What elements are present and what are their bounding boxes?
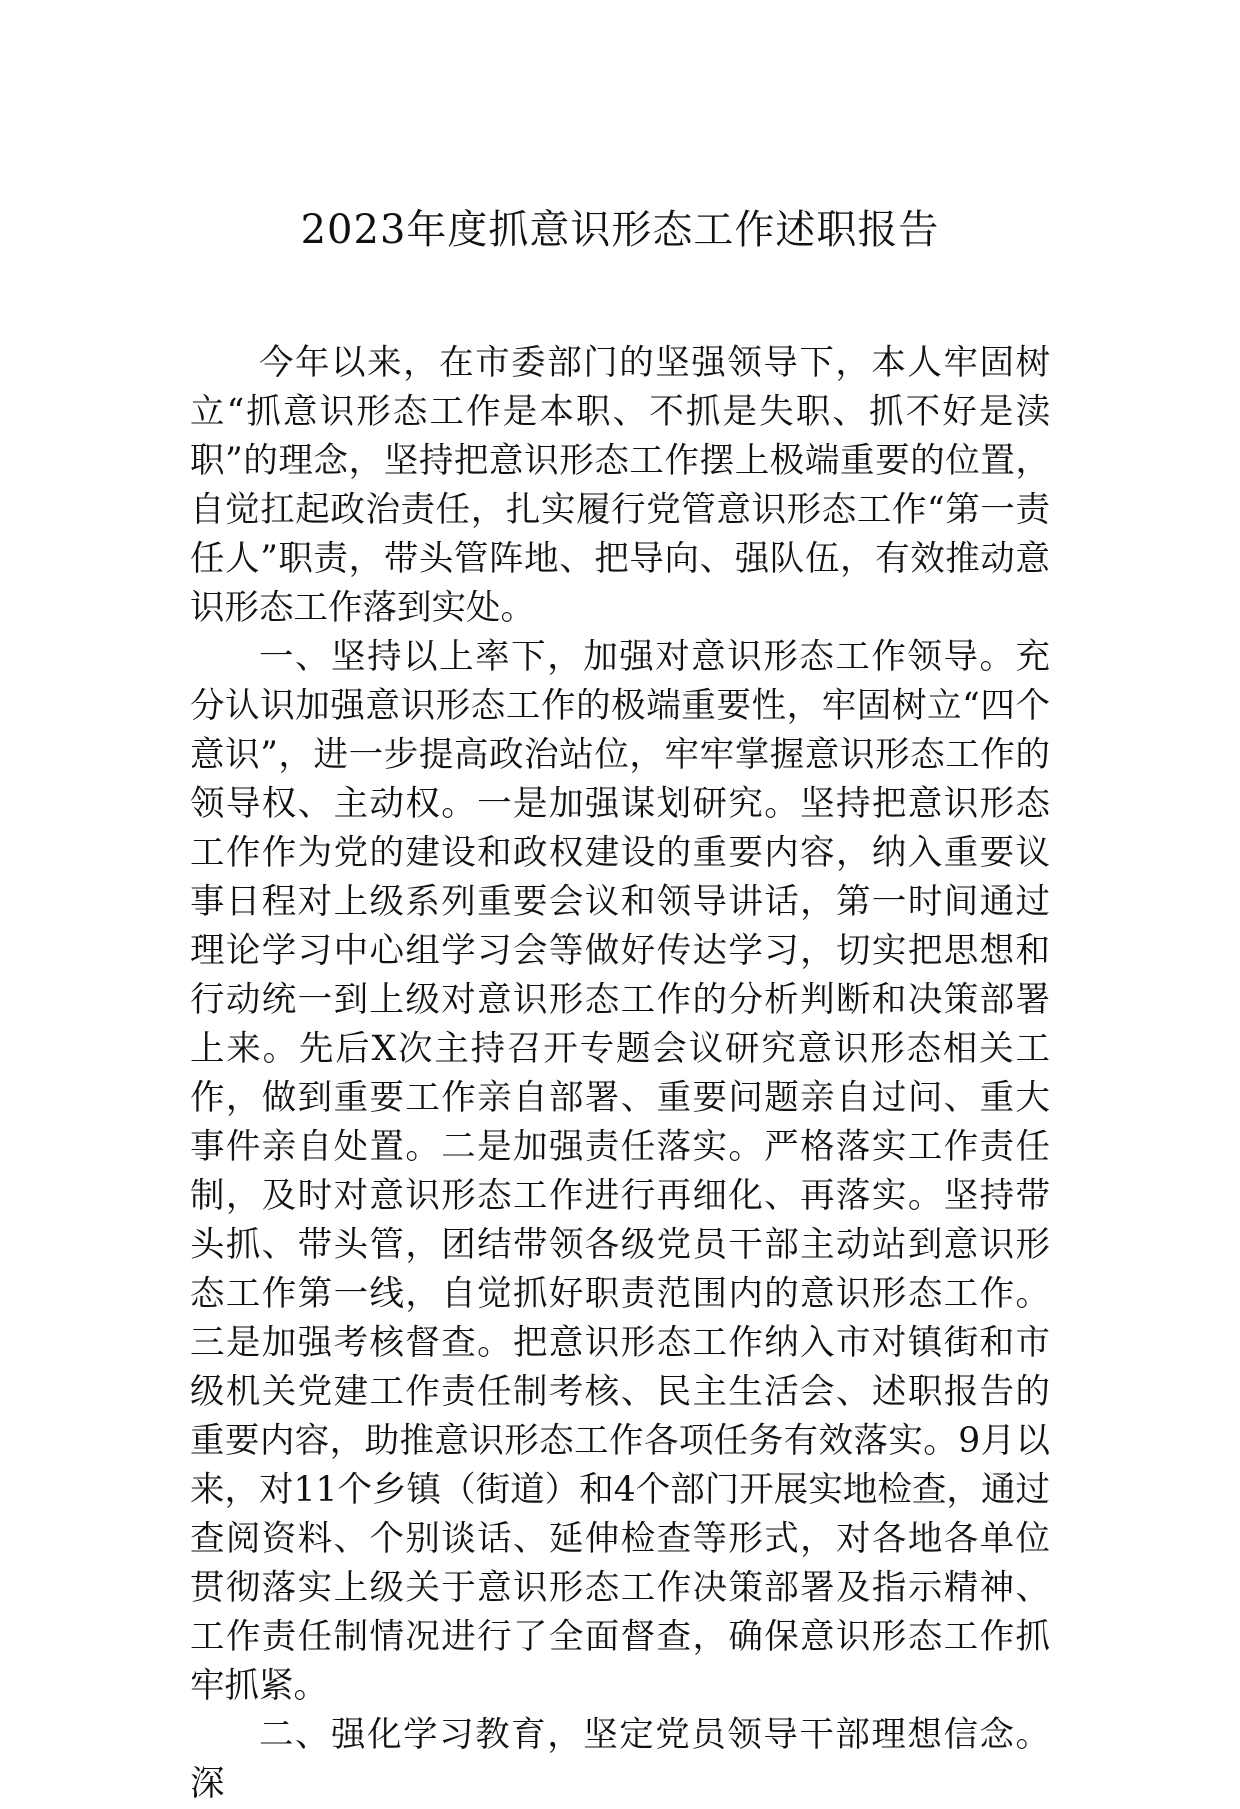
paragraph-section-one: 一、坚持以上率下，加强对意识形态工作领导。充分认识加强意识形态工作的极端重要性，牢固树立“四个意识”，进一步提高政治站位，牢牢掌握意识形态工作的领导权、主动权。一是加强谋划研究。坚持把意识形态工作作为党的建设和政权建设的重要内容，纳入重要议事日程对上级系列重要会议和领导讲话，第一时间通过理论学习中心组学习会等做好传达学习，切实把思想和行动统一到上级对意识形态工作的分析判断和决策部署上来。先后X次主持召开专题会议研究意识形态相关工作，做到重要工作亲自部署、重要问题亲自过问、重大事件亲自处置。二是加强责任落实。严格落实工作责任制，及时对意识形态工作进行再细化、再落实。坚持带头抓、带头管，团结带领各级党员干部主动站到意识形态工作第一线，自觉抓好职责范围内的意识形态工作。三是加强考核督查。把意识形态工作纳入市对镇街和市级机关党建工作责任制考核、民主生活会、述职报告的重要内容，助推意识形态工作各项任务有效落实。9月以来，对11个乡镇（街道）和4个部门开展实地检查，通过查阅资料、个别谈话、延伸检查等形式，对各地各单位贯彻落实上级关于意识形态工作决策部署及指示精神、工作责任制情况进行了全面督查，确保意识形态工作抓牢抓紧。 [190, 637, 1050, 1706]
paragraph-section-two: 二、强化学习教育，坚定党员领导干部理想信念。深 [190, 1715, 1050, 1804]
document-body [190, 339, 1050, 1809]
document-title: 2023年度抓意识形态工作述职报告 [300, 207, 940, 253]
paragraph-intro: 今年以来，在市委部门的坚强领导下，本人牢固树立“抓意识形态工作是本职、不抓是失职、抓不好是渎职”的理念，坚持把意识形态工作摆上极端重要的位置，自觉扛起政治责任，扎实履行党管意识形态工作“第一责任人”职责，带头管阵地、把导向、强队伍，有效推动意识形态工作落到实处。 [190, 343, 1050, 628]
